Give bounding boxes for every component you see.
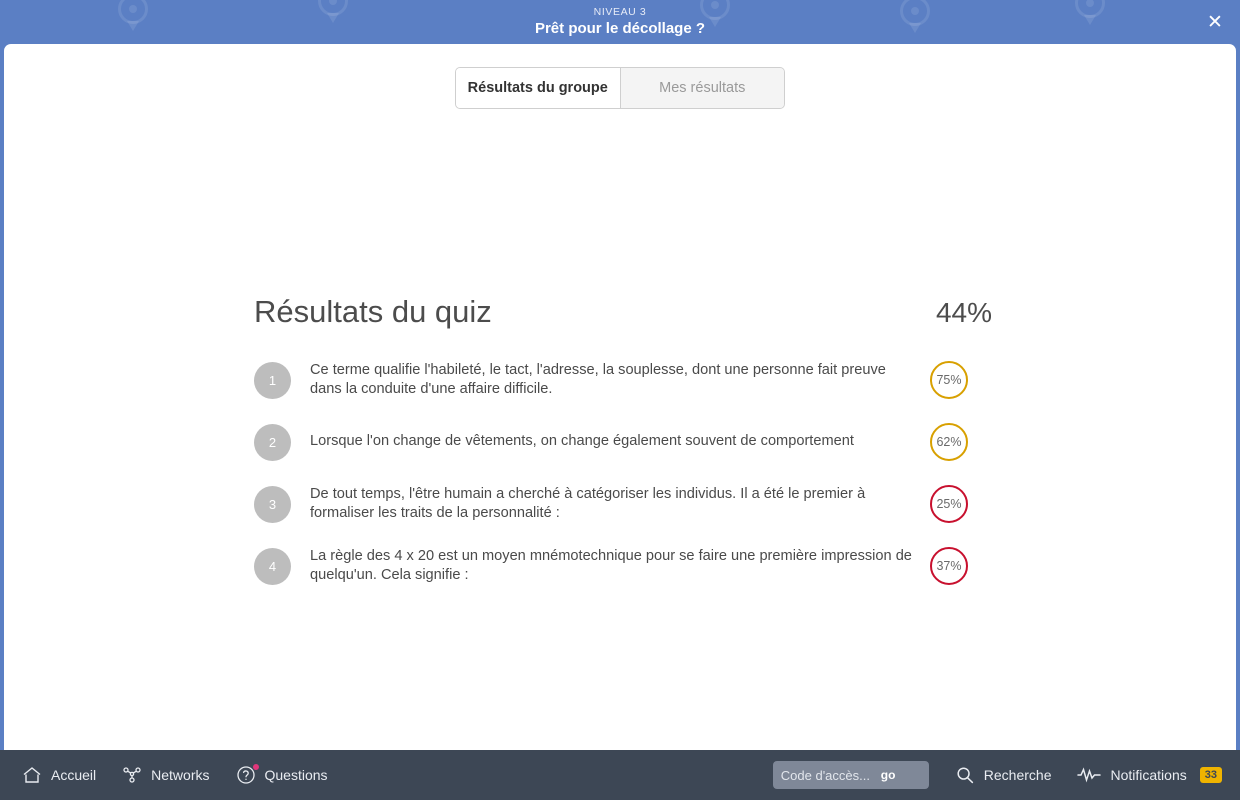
page-title: Résultats du quiz [254, 294, 492, 329]
status-badge: 33 [1200, 767, 1222, 783]
question-score-badge: 62% [930, 423, 968, 461]
nav-item-label: Questions [264, 767, 328, 783]
access-code-go-button[interactable]: go [880, 768, 896, 782]
access-code-field[interactable] [773, 761, 929, 789]
question-text: La règle des 4 x 20 est un moyen mnémotechnique pour se faire une première impression de quelqu'un. Cela signifie : [310, 547, 912, 583]
list-item[interactable] [254, 414, 994, 470]
nav-item-accueil[interactable] [22, 766, 96, 784]
question-score-badge: 37% [930, 547, 968, 585]
list-item[interactable] [254, 538, 994, 594]
nav-item-networks[interactable] [122, 766, 209, 784]
pulse-icon [1077, 767, 1101, 783]
search-icon [955, 765, 975, 785]
question-number: 4 [254, 548, 291, 585]
nav-item-questions[interactable] [236, 765, 328, 785]
results-header [254, 294, 994, 330]
level-title: Prêt pour le décollage ? [534, 20, 706, 38]
home-icon [22, 766, 42, 784]
nav-left-group [0, 765, 328, 785]
header-titles [535, 6, 705, 37]
quiz-results-panel [4, 44, 1236, 750]
nav-item-label: Networks [151, 767, 210, 783]
list-item[interactable] [254, 476, 994, 532]
question-score-badge: 25% [930, 485, 968, 523]
nav-item-label: Accueil [51, 767, 97, 783]
question-mark-icon [236, 765, 256, 785]
results-section [254, 294, 994, 600]
nav-item-notifications[interactable] [1077, 767, 1222, 783]
nav-item-label: Notifications [1110, 767, 1187, 783]
question-text: De tout temps, l'être humain a cherché à catégoriser les individus. Il a été le premier à formaliser les traits de la personnalité : [310, 485, 866, 521]
question-number: 3 [254, 486, 291, 523]
network-icon [122, 766, 142, 784]
close-icon[interactable]: ✕ [1207, 11, 1223, 33]
nav-item-label: Recherche [983, 767, 1052, 783]
question-score-badge: 75% [930, 361, 968, 399]
level-label: NIVEAU 3 [593, 6, 647, 19]
question-text: Ce terme qualifie l'habileté, le tact, l'adresse, la souplesse, dont une personne fait preuve dans la conduite d'une affaire difficile. [310, 361, 886, 397]
nav-item-recherche[interactable] [955, 765, 1052, 785]
question-number: 2 [254, 424, 291, 461]
nav-right-group [773, 761, 1240, 789]
tab-my-results[interactable]: Mes résultats [621, 68, 785, 108]
question-number: 1 [254, 362, 291, 399]
overall-score: 44% [935, 297, 992, 328]
access-code-input[interactable] [773, 761, 881, 789]
list-item[interactable] [254, 352, 994, 408]
bottom-navigation [0, 750, 1240, 800]
notification-dot [253, 764, 259, 770]
question-list [254, 352, 994, 594]
results-tab-group [455, 67, 785, 109]
tab-group-results[interactable]: Résultats du groupe [456, 68, 621, 108]
modal-header [0, 0, 1240, 44]
question-text: Lorsque l'on change de vêtements, on change également souvent de comportement [310, 433, 854, 450]
